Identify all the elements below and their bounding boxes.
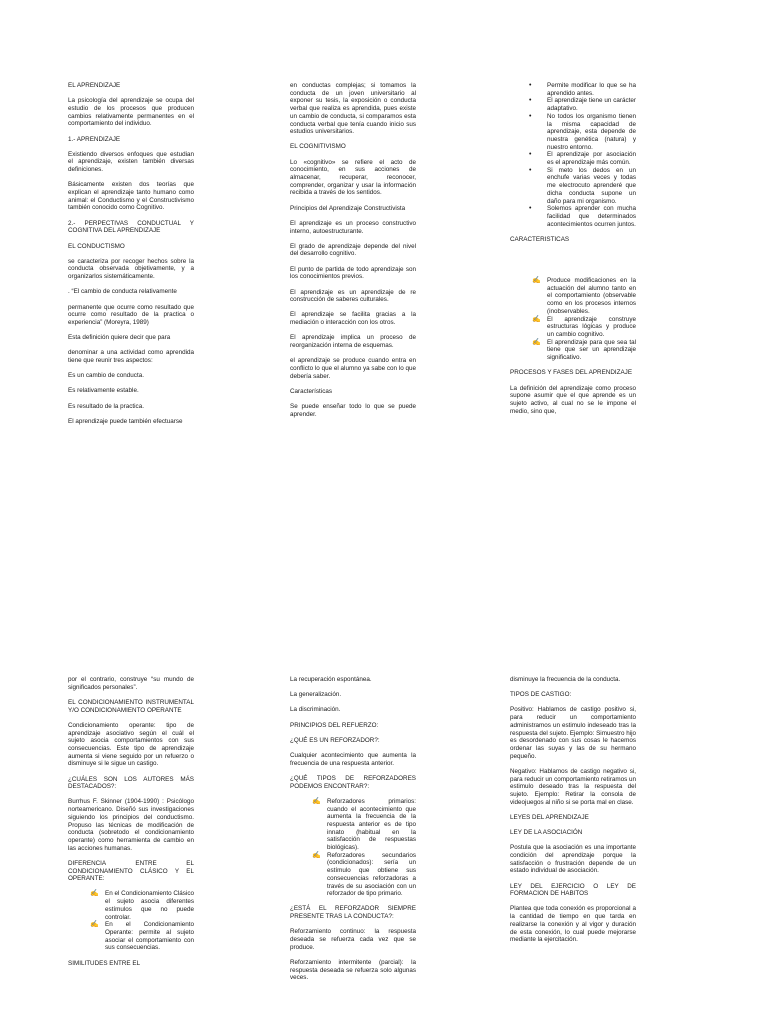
section-heading: LEY DE LA ASOCIACIÓN: [510, 829, 583, 837]
paragraph: Básicamente existen dos teorías que explican el aprendizaje tanto humano como animal: el Conductismo y el Constructivismo también conocido como Cognitivo.: [68, 181, 194, 212]
paragraph: Condicionamiento operante: tipo de aprendizaje asociativo según el cuál el sujeto asocia comportamientos con sus consecuencias. Este tipo de aprendizaje aumenta si viene seguido por un refuerzo o disminuye si le sigue un castigo.: [68, 721, 194, 768]
paragraph: El aprendizaje es un aprendizaje de re construcción de saberes culturales.: [290, 288, 416, 304]
section-heading: ¿CUÁLES SON LOS AUTORES MÁS DESTACADOS?:: [68, 775, 194, 791]
section-heading: Principios del Aprendizaje Constructivista: [290, 204, 406, 212]
paragraph: Se puede enseñar todo lo que se puede aprender.: [290, 403, 416, 418]
section-heading: ¿ESTÁ EL REFORZADOR SIEMPRE PRESENTE TRAS LA CONDUCTA?:: [290, 905, 416, 921]
list-item: • Si meto los dedos en un enchufe varias veces y todas me electrocuto aprenderé que dicha conducta supone un daño para mi organismo.: [510, 167, 636, 206]
section-heading: 2.- PERPECTIVAS CONDUCTUAL Y COGNITIVA DEL APRENDIZAJE: [68, 219, 194, 235]
paragraph: El punto de partida de todo aprendizaje son los conocimientos previos.: [290, 265, 416, 281]
section-heading: DIFERENCIA ENTRE EL CONDICIONAMIENTO CLÁSICO Y EL OPERANTE:: [68, 859, 194, 883]
paragraph: Existiendo diversos enfoques que estudian el aprendizaje, existen también diversas definiciones.: [68, 150, 194, 174]
list-item-text: El aprendizaje para que sea tal tiene que ser un aprendizaje significativo.: [547, 338, 636, 362]
list-item-text: En el Condicionamiento Operante: permite al sujeto asociar el comportamiento con sus consecuencias.: [105, 921, 194, 952]
writing-hand-icon: ✍: [90, 921, 99, 929]
list-item-text: Reforzadores secundarios (condicionados): sería un estímulo que obtiene sus consecuencias reforzadoras a través de su asociación con un reforzador de tipo primario.: [327, 851, 416, 898]
paragraph: por el contrario, construye “su mundo de significados personales”.: [68, 676, 194, 691]
section-heading: PROCESOS Y FASES DEL APRENDIZAJE: [510, 369, 633, 377]
list-item: • El aprendizaje por asociación es el aprendizaje más común.: [510, 151, 636, 166]
paragraph: Positivo: Hablamos de castigo positivo si, para reducir un comportamiento administramos un estimulo indeseado tras la respuesta del sujeto. Ejemplo: Simuestro hijo es desordenado con sus cosas le hacemos ordenar las suyas y las de su hermano pequeño.: [510, 706, 637, 760]
writing-hand-icon: ✍: [90, 890, 99, 898]
paragraph: Postula que la asociación es una importante condición del aprendizaje porque la satisfacción o frustración depende de un estado individual de asociación.: [510, 844, 636, 875]
column-2: [290, 82, 416, 426]
section-heading: PRINCIPIOS DEL REFUERZO:: [290, 721, 379, 729]
list-item-text: Reforzadores primarios: cuando el acontecimiento que aumenta la frecuencia de la respuesta anterior es de tipo innato (habitual en la satisfacción de respuestas biológicas).: [327, 797, 416, 852]
section-heading: SIMILITUDES ENTRE EL: [68, 959, 141, 967]
hand-bullet-list: [510, 277, 636, 362]
paragraph: Es un cambio de conducta.: [68, 372, 144, 380]
section-heading: LEYES DEL APRENDIZAJE: [510, 813, 589, 821]
paragraph: La definición del aprendizaje como proceso supone asumir que el que aprende es un sujeto activo, al cual no se le impone el medio, sino que,: [510, 384, 636, 415]
paragraph: . “El cambio de conducta relativamente: [68, 288, 177, 296]
list-item: [290, 852, 416, 898]
list-item: [68, 890, 194, 921]
paragraph: La discriminación.: [290, 706, 341, 714]
paragraph: Plantea que toda conexión es proporcional a la cantidad de tiempo en que tarda en realizarse la conexión y al vigor y duración de esta conexión, lo cual puede mejorarse mediante la ejercitación.: [510, 905, 636, 944]
paragraph: Reforzamiento intermitente (parcial): la respuesta deseada se refuerza solo algunas veces.: [290, 958, 416, 982]
list-item-text: En el Condicionamiento Clásico el sujeto asocia diferentes estímulos que no puede controlar.: [105, 890, 194, 921]
list-item-text: Produce modificaciones en la actuación del alumno tanto en el comportamiento (observable como en los procesos internos (inobservables.: [547, 277, 636, 315]
paragraph: Es relativamente estable.: [68, 387, 139, 395]
paragraph: El aprendizaje puede también efectuarse: [68, 417, 183, 425]
section-heading: EL CONDUCTISMO: [68, 242, 125, 250]
writing-hand-icon: ✍: [532, 315, 541, 323]
column-4: [68, 676, 194, 975]
paragraph: Negativo: Hablamos de castigo negativo si, para reducir un comportamiento retiramos un estimulo deseado tras la respuesta del sujeto. Ejemplo: Retirar la consola de videojuegos al niño si se porta mal en clase.: [510, 767, 636, 806]
paragraph: Burrhus F. Skinner (1904-1990) : Psicólogo norteamericano. Diseñó sus investigaciones siguiendo los principios del conductismo. Propuso las técnicas de modificación de conducta (sobretodo el condicionamiento operante) como herramienta de cambio en las acciones humanas.: [68, 798, 194, 852]
list-item: [510, 339, 636, 362]
paragraph: Lo «cognitivo» se refiere el acto de conocimiento, en sus acciones de almacenar, recuperar, reconocer, comprender, organizar y usar la información recibida a través de los sentidos.: [290, 158, 416, 197]
paragraph: La generalización.: [290, 691, 342, 699]
list-item: [510, 277, 636, 316]
paragraph: disminuye la frecuencia de la conducta.: [510, 676, 621, 683]
section-heading: 1.- APRENDIZAJE: [68, 135, 121, 143]
paragraph: denominar a una actividad como aprendida tiene que reunir tres aspectos:: [68, 349, 194, 365]
list-item: • El aprendizaje tiene un carácter adaptativo.: [510, 97, 636, 112]
list-item: [290, 798, 416, 852]
column-5: [290, 676, 416, 990]
paragraph: se caracteriza por recoger hechos sobre la conducta observada objetivamente, y a organizarlos sistemáticamente.: [68, 257, 194, 281]
column-6: [510, 676, 636, 951]
paragraph: El aprendizaje se facilita gracias a la mediación o interacción con los otros.: [290, 311, 416, 327]
writing-hand-icon: ✍: [312, 851, 321, 859]
document-title: EL APRENDIZAJE: [68, 82, 121, 89]
section-heading: EL CONDICIONAMIENTO INSTRUMENTAL Y/O CONDICIONAMIENTO OPERANTE: [68, 698, 194, 714]
list-item: • Permite modificar lo que se ha aprendido antes.: [510, 82, 636, 97]
paragraph: El grado de aprendizaje depende del nivel del desarrollo cognitivo.: [290, 242, 416, 258]
list-item: [68, 921, 194, 952]
list-item-text: El aprendizaje construye estructuras lógicas y produce un cambio cognitivo.: [547, 315, 636, 338]
writing-hand-icon: ✍: [532, 338, 541, 346]
paragraph: La recuperación espontánea.: [290, 676, 372, 683]
paragraph: La psicología del aprendizaje se ocupa del estudio de los procesos que producen cambios relativamente permanentes en el comportamiento del individuo.: [68, 97, 194, 128]
column-1: [68, 82, 194, 433]
paragraph: permanente que ocurre como resultado que ocurre como resultado de la practica o experiencia” (Moreyra, 1989): [68, 303, 194, 326]
paragraph: en conductas complejas; si tomamos la conducta de un joven universitario al exponer su tesis, la exposición o conducta verbal que realiza es aprendida, pues existe un cambio de conducta, si comparamos esta conducta verbal que tenía cuando inicio sus estudios universitarios.: [290, 82, 416, 136]
paragraph: El aprendizaje es un proceso constructivo interno, autoestructurante.: [290, 219, 416, 235]
paragraph: el aprendizaje se produce cuando entra en conflicto lo que el alumno ya sabe con lo que debería saber.: [290, 357, 416, 380]
list-item: [510, 316, 636, 339]
section-heading: Características: [290, 387, 332, 395]
spacer: [510, 251, 636, 277]
paragraph: Cualquier acontecimiento que aumenta la frecuencia de una respuesta anterior.: [290, 752, 416, 767]
section-heading: EL COGNITIVISMO: [290, 143, 346, 151]
section-heading: LEY DEL EJERCICIO O LEY DE FORMACION DE HABITOS: [510, 882, 636, 898]
writing-hand-icon: ✍: [312, 797, 321, 805]
paragraph: Reforzamiento continuo: la respuesta deseada se refuerza cada vez que se produce.: [290, 928, 416, 951]
list-item: • No todos los organismo tienen la misma capacidad de aprendizaje, esta depende de nuestra genética (natura) y nuestro entorno.: [510, 113, 636, 152]
section-heading: CARACTERISTICAS: [510, 235, 570, 243]
column-3: [510, 82, 636, 423]
section-heading: ¿QUÉ ES UN REFORZADOR?:: [290, 736, 380, 744]
section-heading: TIPOS DE CASTIGO:: [510, 691, 572, 699]
paragraph: Es resultado de la practica.: [68, 402, 144, 410]
paragraph: El aprendizaje implica un proceso de reorganización interna de esquemas.: [290, 334, 416, 350]
section-heading: ¿QUÉ TIPOS DE REFORZADORES PODEMOS ENCONTRAR?:: [290, 774, 416, 790]
paragraph: Esta definición quiere decir que para: [68, 334, 171, 342]
list-item: • Solemos aprender con mucha facilidad que determinados acontecimientos ocurren juntos.: [510, 205, 636, 228]
hand-bullet-list: [290, 798, 416, 898]
bullet-list: [510, 82, 636, 228]
writing-hand-icon: ✍: [532, 277, 541, 285]
hand-bullet-list: [68, 890, 194, 952]
